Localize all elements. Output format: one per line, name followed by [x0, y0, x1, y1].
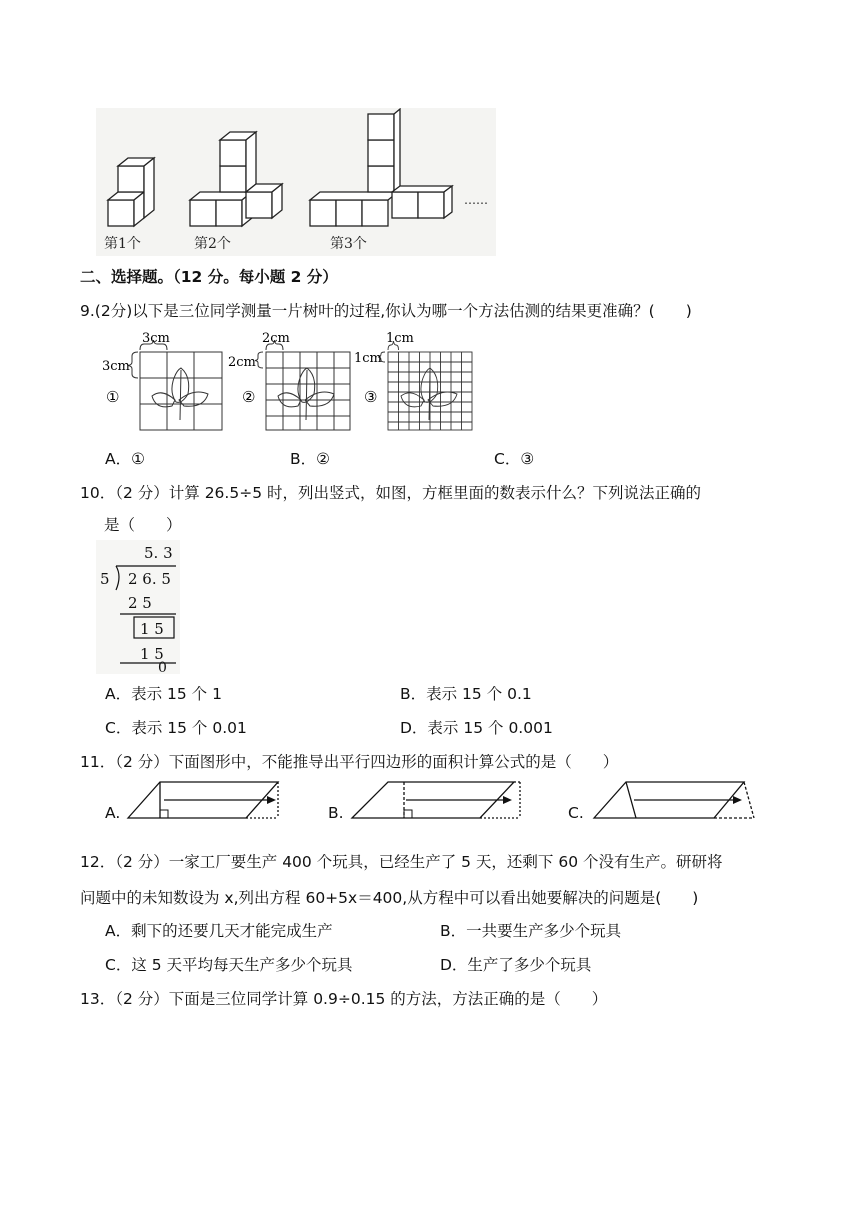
q12-option-a[interactable]: A．剩下的还要几天才能完成生产: [105, 922, 333, 940]
figure-ellipsis: ……: [464, 193, 488, 207]
question-9-stem: 9.(2分)以下是三位同学测量一片树叶的过程,你认为哪一个方法估测的结果更准确？( ): [80, 302, 692, 320]
question-12-stem-line2: 问题中的未知数设为 x,列出方程 60+5x＝400,从方程中可以看出她要解决的问题是( ): [80, 889, 699, 907]
q11-option-b-letter[interactable]: B.: [328, 804, 344, 822]
grid3-side: 1cm: [354, 351, 382, 366]
grid1-top: 3cm: [142, 331, 170, 346]
division-step2: 1 5: [140, 645, 164, 663]
section-heading: 二、选择题。（12 分。每小题 2 分）: [80, 268, 338, 286]
long-division-figure: [96, 540, 180, 674]
division-divisor: 5: [100, 570, 110, 588]
grid3-top: 1cm: [386, 331, 414, 346]
division-step1: 2 5: [128, 594, 152, 612]
q11-option-c-letter[interactable]: C.: [568, 804, 584, 822]
q9-option-a[interactable]: A．①: [105, 450, 145, 468]
division-dividend: 2 6. 5: [128, 570, 171, 588]
q12-option-b[interactable]: B．一共要生产多少个玩具: [440, 922, 622, 940]
grid2-top: 2cm: [262, 331, 290, 346]
question-10-stem-line1: 10．（2 分）计算 26.5÷5 时，列出竖式，如图，方框里面的数表示什么？下列说法正确的: [80, 484, 701, 502]
q9-option-c[interactable]: C．③: [494, 450, 535, 468]
grid1-circle: ①: [106, 388, 120, 406]
question-13-stem: 13．（2 分）下面是三位同学计算 0.9÷0.15 的方法，方法正确的是（ ）: [80, 990, 608, 1008]
question-10-stem-line2: 是（ ）: [104, 516, 182, 534]
q10-option-a[interactable]: A．表示 15 个 1: [105, 685, 222, 703]
grid1-side: 3cm: [102, 359, 130, 374]
grid2-side: 2cm: [228, 355, 256, 370]
q12-option-c[interactable]: C．这 5 天平均每天生产多少个玩具: [105, 956, 353, 974]
division-quotient: 5. 3: [144, 544, 173, 562]
q11-option-a-letter[interactable]: A.: [105, 804, 121, 822]
q9-option-b[interactable]: B．②: [290, 450, 331, 468]
q10-option-d[interactable]: D．表示 15 个 0.001: [400, 719, 553, 737]
q12-option-d[interactable]: D．生产了多少个玩具: [440, 956, 592, 974]
leaf-grid-figure: [96, 330, 476, 440]
grid3-circle: ③: [364, 388, 378, 406]
figure-label-1: 第1个: [104, 236, 141, 252]
cube-stack-figure: [96, 108, 496, 256]
q10-option-b[interactable]: B．表示 15 个 0.1: [400, 685, 532, 703]
q11-figure-b[interactable]: [350, 780, 524, 820]
question-12-stem-line1: 12．（2 分）一家工厂要生产 400 个玩具，已经生产了 5 天，还剩下 60 个没有生产。研研将: [80, 853, 723, 871]
q11-figure-c[interactable]: [592, 780, 774, 820]
grid2-circle: ②: [242, 388, 256, 406]
figure-label-2: 第2个: [194, 236, 231, 252]
question-11-stem: 11．（2 分）下面图形中，不能推导出平行四边形的面积计算公式的是（ ）: [80, 753, 619, 771]
division-remainder: 0: [158, 660, 167, 674]
figure-label-3: 第3个: [330, 236, 367, 252]
q10-option-c[interactable]: C．表示 15 个 0.01: [105, 719, 247, 737]
division-boxed-value: 1 5: [140, 620, 164, 638]
q11-figure-a[interactable]: [126, 780, 282, 820]
